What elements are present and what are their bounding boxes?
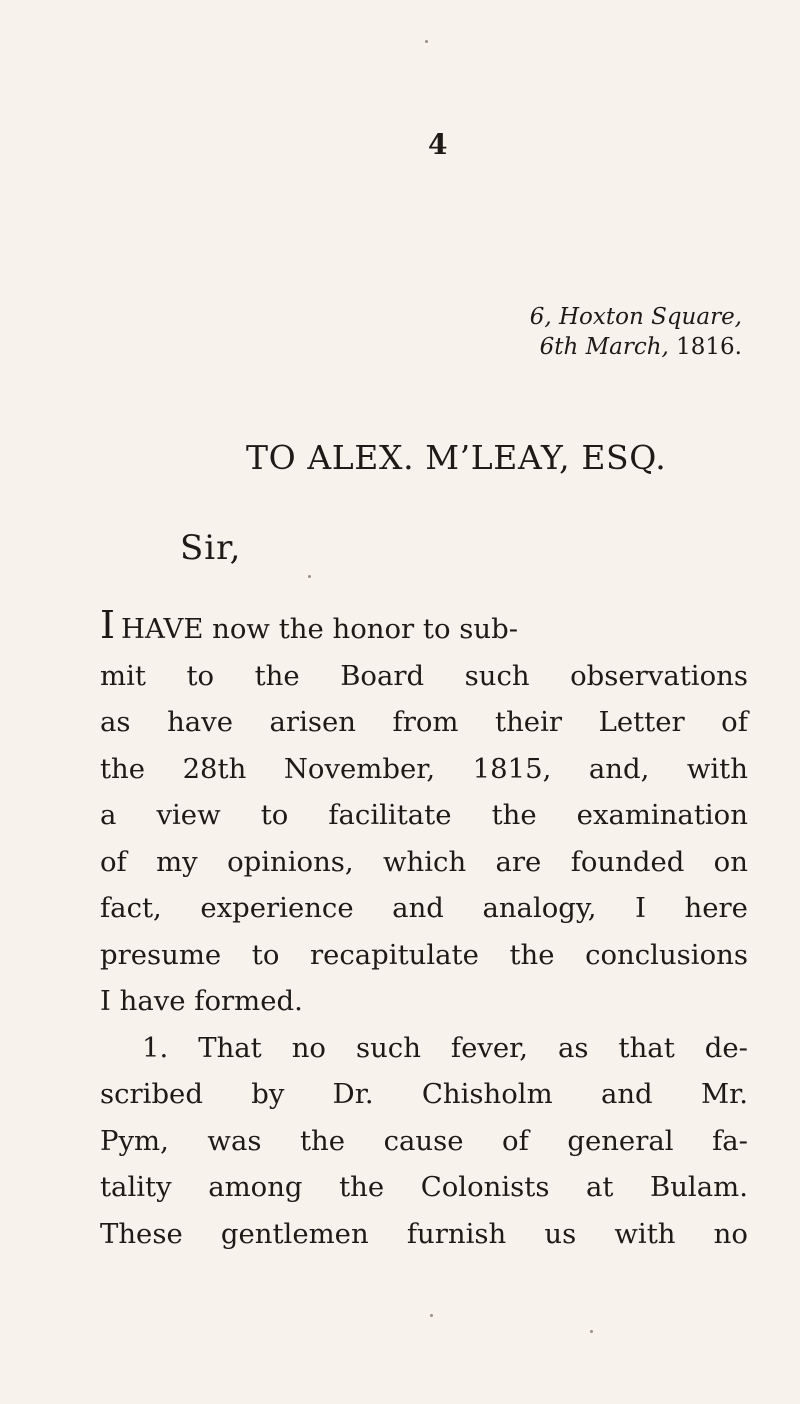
body-line [100, 885, 748, 932]
word: that [618, 1031, 675, 1064]
word: Bulam. [650, 1171, 748, 1203]
word: such [355, 1031, 421, 1064]
word: cause [383, 1124, 464, 1157]
word: the [100, 752, 146, 785]
word: their [495, 706, 563, 738]
word: which [383, 845, 467, 878]
word: by [251, 1078, 285, 1110]
word: such [464, 659, 530, 692]
word: the [491, 799, 537, 831]
word: at [586, 1171, 614, 1203]
body-line [100, 1025, 748, 1072]
word: I [635, 892, 646, 924]
word: have [167, 706, 233, 738]
word: Board [340, 659, 425, 692]
word: scribed [100, 1078, 203, 1110]
word: us [544, 1217, 577, 1250]
letter-address [530, 302, 742, 363]
word: on [713, 845, 748, 878]
word: fa- [712, 1124, 748, 1157]
word: de- [704, 1031, 748, 1064]
body-line-1 [100, 602, 518, 653]
address-street: 6, Hoxton Square, [529, 304, 742, 330]
word: conclusions [585, 938, 748, 971]
word: opinions, [227, 845, 354, 878]
word: was [207, 1124, 262, 1157]
address-date [530, 332, 742, 362]
word: and, [588, 752, 650, 785]
page-number: 4 [428, 128, 448, 161]
word: among [208, 1171, 303, 1203]
drop-cap: I [100, 603, 116, 647]
word: to [260, 799, 289, 831]
body-line [100, 699, 748, 746]
word: of [100, 845, 127, 878]
word: of [502, 1124, 529, 1157]
word: no [291, 1031, 326, 1064]
word: view [156, 799, 221, 831]
word: These [100, 1217, 183, 1250]
word: to [186, 659, 215, 692]
word: my [156, 845, 198, 878]
word: 1. [142, 1031, 169, 1064]
body-line [100, 653, 748, 700]
paper-speck [308, 575, 311, 578]
word: Dr. [332, 1078, 374, 1110]
letter-body [100, 602, 748, 1257]
word: gentlemen [220, 1217, 369, 1250]
word: the [300, 1124, 346, 1157]
date-year: 1816. [676, 334, 742, 361]
body-line [100, 932, 748, 979]
body-line [100, 1071, 748, 1118]
salutation: Sir, [180, 528, 242, 568]
body-line [100, 1118, 748, 1165]
word: examination [576, 799, 748, 831]
word: founded [570, 845, 685, 878]
paper-speck [430, 1314, 433, 1317]
word: presume [100, 938, 222, 971]
word: to [251, 938, 280, 971]
word: a [100, 799, 117, 831]
body-line [100, 839, 748, 886]
word: fact, [100, 892, 162, 924]
word: Chisholm [421, 1078, 553, 1110]
word: experience [200, 892, 354, 924]
word: 1815, [472, 752, 552, 785]
word: Mr. [700, 1078, 748, 1110]
word: as [100, 706, 131, 738]
word: the [509, 938, 555, 971]
word: with [686, 752, 748, 785]
word: general [567, 1124, 674, 1157]
word: Colonists [420, 1171, 550, 1203]
word: and [600, 1078, 653, 1110]
word: here [684, 892, 748, 924]
word: tality [100, 1171, 172, 1203]
addressee-heading: TO ALEX. M’LEAY, ESQ. [246, 438, 667, 477]
word: analogy, [482, 892, 597, 924]
word: of [721, 706, 748, 738]
body-line [100, 746, 748, 793]
word: November, [283, 752, 436, 785]
word: recapitulate [309, 938, 479, 971]
word: from [392, 706, 459, 738]
word: mit [100, 659, 146, 692]
word: the [254, 659, 300, 692]
paper-speck [590, 1330, 593, 1333]
word: 28th [182, 752, 247, 785]
word: fever, [450, 1031, 529, 1064]
date-day: 6th March, [539, 334, 669, 361]
body-line [100, 792, 748, 839]
word: no [713, 1217, 748, 1250]
body-line [100, 1211, 748, 1258]
word: the [339, 1171, 385, 1203]
word: Letter [598, 706, 685, 738]
word: and [392, 892, 444, 924]
word: observations [570, 659, 748, 692]
body-line [100, 1164, 748, 1211]
word: That [198, 1031, 262, 1064]
word: facilitate [328, 799, 452, 831]
word: as [558, 1031, 589, 1064]
body-line-1-text: HAVE now the honor to sub- [121, 613, 518, 645]
body-line: I have formed. [100, 985, 303, 1017]
word: are [495, 845, 542, 878]
body-line [100, 602, 748, 653]
word: arisen [269, 706, 356, 738]
word: furnish [406, 1217, 507, 1250]
paper-speck [425, 40, 428, 43]
word: with [614, 1217, 676, 1250]
word: Pym, [100, 1124, 169, 1157]
